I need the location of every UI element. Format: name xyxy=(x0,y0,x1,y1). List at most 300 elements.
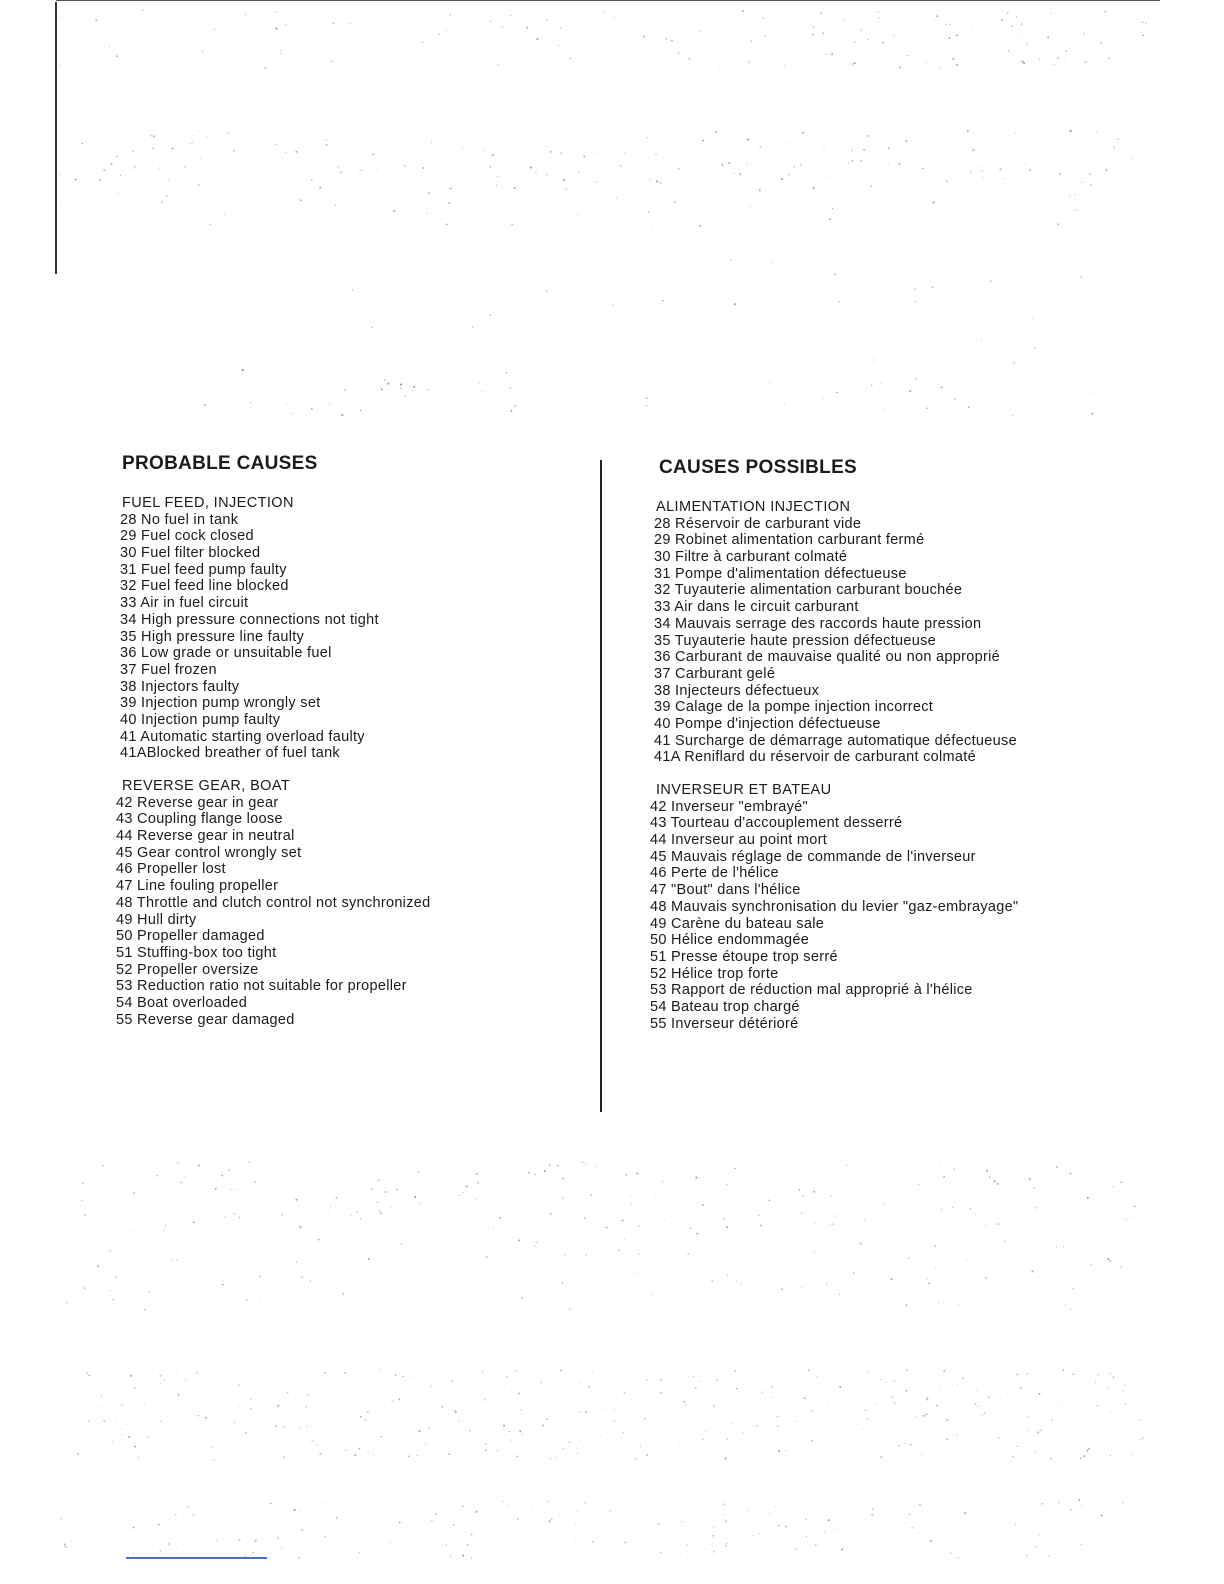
noise-dot xyxy=(476,1173,478,1175)
noise-dot xyxy=(867,135,869,137)
noise-dot xyxy=(213,1459,214,1460)
noise-dot xyxy=(509,387,511,389)
noise-dot xyxy=(1109,1260,1111,1262)
noise-dot xyxy=(905,140,907,142)
noise-dot xyxy=(130,1375,132,1377)
noise-dot xyxy=(892,1397,894,1399)
noise-dot xyxy=(827,1401,828,1402)
noise-dot xyxy=(226,1408,227,1409)
noise-dot xyxy=(1097,132,1098,133)
noise-dot xyxy=(579,1441,580,1442)
noise-dot xyxy=(1112,1186,1114,1188)
noise-dot xyxy=(311,1517,312,1518)
noise-dot xyxy=(758,1215,760,1217)
noise-dot xyxy=(449,14,450,15)
noise-dot xyxy=(1059,1401,1060,1402)
noise-dot xyxy=(1022,61,1024,63)
noise-dot xyxy=(66,1302,67,1303)
noise-dot xyxy=(75,178,77,180)
noise-dot xyxy=(358,1448,360,1450)
noise-dot xyxy=(489,166,491,168)
noise-dot xyxy=(340,172,342,174)
noise-dot xyxy=(699,30,700,31)
noise-dot xyxy=(781,178,783,180)
noise-dot xyxy=(178,1182,179,1183)
noise-dot xyxy=(563,1448,564,1449)
bottom-blue-mark xyxy=(126,1557,267,1559)
noise-dot xyxy=(832,208,833,209)
noise-dot xyxy=(350,1215,351,1216)
noise-dot xyxy=(891,1278,893,1280)
list-item: 44 Reverse gear in neutral xyxy=(116,828,295,845)
list-item: 54 Bateau trop chargé xyxy=(650,998,800,1015)
noise-dot xyxy=(116,55,118,57)
noise-dot xyxy=(299,1226,301,1228)
noise-dot xyxy=(226,349,227,350)
noise-dot xyxy=(1108,57,1110,59)
noise-dot xyxy=(221,1175,223,1177)
noise-dot xyxy=(1041,1503,1043,1505)
noise-dot xyxy=(1072,1373,1074,1375)
noise-dot xyxy=(1106,169,1108,171)
noise-dot xyxy=(671,39,673,41)
noise-dot xyxy=(471,1534,473,1536)
noise-dot xyxy=(658,1407,659,1408)
noise-dot xyxy=(1000,1399,1001,1400)
noise-dot xyxy=(510,15,511,16)
noise-dot xyxy=(549,1520,551,1522)
noise-dot xyxy=(711,1280,713,1282)
french-inverseur-list xyxy=(650,799,1150,1033)
noise-dot xyxy=(166,195,168,197)
noise-dot xyxy=(450,187,452,189)
noise-dot xyxy=(178,1170,179,1171)
noise-dot xyxy=(662,300,664,302)
noise-dot xyxy=(255,1540,257,1542)
noise-dot xyxy=(476,1198,477,1199)
noise-dot xyxy=(678,52,680,54)
noise-dot xyxy=(849,63,850,64)
list-item: 43 Tourteau d'accouplement desserré xyxy=(650,815,903,832)
noise-dot xyxy=(585,1163,586,1164)
noise-dot xyxy=(381,388,383,390)
noise-dot xyxy=(851,160,853,162)
noise-dot xyxy=(878,17,879,18)
list-item: 33 Air in fuel circuit xyxy=(120,595,249,612)
noise-dot xyxy=(441,1406,443,1408)
noise-dot xyxy=(880,1379,881,1380)
noise-dot xyxy=(168,1543,170,1545)
noise-dot xyxy=(834,1529,835,1530)
list-item: 48 Throttle and clutch control not synchronized xyxy=(116,894,431,911)
noise-dot xyxy=(514,187,516,189)
noise-dot xyxy=(422,167,424,169)
noise-dot xyxy=(335,1197,337,1199)
noise-dot xyxy=(1100,42,1102,44)
noise-dot xyxy=(1110,1373,1111,1374)
noise-dot xyxy=(1012,415,1013,416)
noise-dot xyxy=(103,169,105,171)
list-item: 29 Robinet alimentation carburant fermé xyxy=(654,532,925,549)
noise-dot xyxy=(1074,1370,1075,1371)
noise-dot xyxy=(934,1245,936,1247)
noise-dot xyxy=(646,268,647,269)
noise-dot xyxy=(253,1552,255,1554)
noise-dot xyxy=(569,58,571,60)
noise-dot xyxy=(318,1239,320,1241)
french-injection-list xyxy=(650,516,1150,766)
noise-dot xyxy=(188,1507,190,1509)
noise-dot xyxy=(250,402,252,404)
noise-dot xyxy=(964,1512,966,1514)
noise-dot xyxy=(705,1431,706,1432)
noise-dot xyxy=(905,1390,907,1392)
noise-dot xyxy=(693,186,694,187)
noise-dot xyxy=(381,1436,383,1438)
noise-dot xyxy=(82,143,83,144)
noise-dot xyxy=(935,20,936,21)
noise-dot xyxy=(939,1385,940,1386)
noise-dot xyxy=(367,1452,368,1453)
noise-dot xyxy=(575,1538,576,1539)
noise-dot xyxy=(175,1514,177,1516)
noise-dot xyxy=(630,1196,631,1197)
noise-dot xyxy=(391,1400,393,1402)
noise-dot xyxy=(245,1432,247,1434)
noise-dot xyxy=(830,1224,831,1225)
noise-dot xyxy=(734,1370,736,1372)
list-item: 52 Propeller oversize xyxy=(116,961,259,978)
noise-dot xyxy=(703,1439,704,1440)
noise-dot xyxy=(400,388,401,389)
noise-dot xyxy=(419,1202,421,1204)
noise-dot xyxy=(614,17,615,18)
noise-dot xyxy=(579,1383,580,1384)
noise-dot xyxy=(844,19,845,20)
noise-dot xyxy=(1051,1419,1053,1421)
noise-dot xyxy=(1107,1258,1109,1260)
noise-dot xyxy=(1008,50,1010,52)
noise-dot xyxy=(914,288,916,290)
noise-dot xyxy=(635,1458,637,1460)
noise-dot xyxy=(834,273,836,275)
noise-dot xyxy=(216,1540,217,1541)
noise-dot xyxy=(500,167,501,168)
noise-dot xyxy=(939,1165,940,1166)
noise-dot xyxy=(320,308,321,309)
noise-dot xyxy=(361,292,362,293)
noise-dot xyxy=(250,1408,252,1410)
noise-dot xyxy=(275,28,277,30)
noise-dot xyxy=(438,406,439,407)
noise-dot xyxy=(435,1513,437,1515)
noise-dot xyxy=(826,1284,827,1285)
noise-dot xyxy=(957,1434,958,1435)
noise-dot xyxy=(550,1518,552,1520)
list-item: 39 Injection pump wrongly set xyxy=(120,695,321,712)
noise-dot xyxy=(277,1405,279,1407)
noise-dot xyxy=(614,1420,615,1421)
noise-dot xyxy=(585,1411,587,1413)
noise-dot xyxy=(719,66,720,67)
noise-dot xyxy=(159,1375,161,1377)
noise-dot xyxy=(950,24,951,25)
noise-dot xyxy=(1092,51,1093,52)
noise-dot xyxy=(148,1436,150,1438)
noise-dot xyxy=(702,1204,704,1206)
noise-dot xyxy=(64,1543,66,1545)
noise-dot xyxy=(239,1217,241,1219)
noise-dot xyxy=(270,1370,271,1371)
noise-dot xyxy=(475,1511,477,1513)
noise-dot xyxy=(133,1553,134,1554)
noise-dot xyxy=(536,176,537,177)
noise-dot xyxy=(504,1385,505,1386)
noise-dot xyxy=(359,1552,360,1553)
noise-dot xyxy=(359,1218,361,1220)
noise-dot xyxy=(1056,1166,1058,1168)
noise-dot xyxy=(580,1411,582,1413)
noise-dot xyxy=(447,1221,448,1222)
noise-dot xyxy=(264,67,266,69)
noise-dot xyxy=(413,386,415,388)
noise-dot xyxy=(296,1261,298,1263)
noise-dot xyxy=(201,50,203,52)
noise-dot xyxy=(485,1449,487,1451)
noise-dot xyxy=(854,62,856,64)
noise-dot xyxy=(867,1372,868,1373)
list-item: 55 Inverseur détérioré xyxy=(650,1015,799,1032)
noise-dot xyxy=(1065,1304,1066,1305)
noise-dot xyxy=(575,1524,576,1525)
noise-dot xyxy=(583,156,585,158)
noise-dot xyxy=(283,1426,285,1428)
noise-dot xyxy=(508,1431,509,1432)
list-item: 53 Reduction ratio not suitable for propeller xyxy=(116,978,407,995)
noise-dot xyxy=(665,1220,666,1221)
noise-dot xyxy=(462,1555,464,1557)
noise-dot xyxy=(585,189,586,190)
list-item: 41 Automatic starting overload faulty xyxy=(120,728,365,745)
noise-dot xyxy=(975,1403,976,1404)
noise-dot xyxy=(1142,1437,1144,1439)
noise-dot xyxy=(333,23,335,25)
noise-dot xyxy=(978,167,979,168)
noise-dot xyxy=(557,1164,559,1166)
noise-dot xyxy=(727,1274,729,1276)
noise-dot xyxy=(756,1425,758,1427)
noise-dot xyxy=(168,180,169,181)
noise-dot xyxy=(943,1370,945,1372)
noise-dot xyxy=(839,1386,841,1388)
noise-dot xyxy=(833,1223,835,1225)
noise-dot xyxy=(1133,1216,1134,1217)
noise-dot xyxy=(453,1524,455,1526)
noise-dot xyxy=(699,225,701,227)
noise-dot xyxy=(536,38,538,40)
noise-dot xyxy=(493,1226,494,1227)
list-item: 45 Gear control wrongly set xyxy=(116,844,302,861)
noise-dot xyxy=(204,404,206,406)
noise-dot xyxy=(831,1195,832,1196)
noise-dot xyxy=(711,1544,712,1545)
noise-dot xyxy=(360,1416,362,1418)
noise-dot xyxy=(716,1379,718,1381)
noise-dot xyxy=(893,35,894,36)
noise-dot xyxy=(408,1455,410,1457)
noise-dot xyxy=(492,35,493,36)
noise-dot xyxy=(759,146,761,148)
noise-dot xyxy=(285,23,287,25)
list-item: 34 Mauvais serrage des raccords haute pression xyxy=(654,615,982,632)
noise-dot xyxy=(84,1214,86,1216)
noise-dot xyxy=(454,1410,455,1411)
noise-dot xyxy=(805,1519,807,1521)
noise-dot xyxy=(518,1239,520,1241)
noise-dot xyxy=(462,1506,464,1508)
noise-dot xyxy=(331,61,333,63)
noise-dot xyxy=(101,1395,102,1396)
list-item: 54 Boat overloaded xyxy=(116,994,248,1011)
noise-dot xyxy=(360,410,362,412)
noise-dot xyxy=(323,397,324,398)
noise-dot xyxy=(254,1181,255,1182)
noise-dot xyxy=(344,389,346,391)
noise-dot xyxy=(817,1376,819,1378)
list-item: 50 Propeller damaged xyxy=(116,928,265,945)
noise-dot xyxy=(957,1384,958,1385)
noise-dot xyxy=(918,1184,920,1186)
noise-dot xyxy=(147,16,148,17)
noise-dot xyxy=(187,1425,188,1426)
noise-dot xyxy=(546,19,548,21)
noise-dot xyxy=(603,1408,604,1409)
noise-dot xyxy=(1076,209,1077,210)
noise-dot xyxy=(319,1453,321,1455)
noise-dot xyxy=(713,1405,715,1407)
noise-dot xyxy=(754,65,755,66)
list-item: 32 Tuyauterie alimentation carburant bouchée xyxy=(654,582,963,599)
noise-dot xyxy=(1065,50,1067,52)
noise-dot xyxy=(281,1244,282,1245)
noise-dot xyxy=(1057,223,1059,225)
noise-dot xyxy=(769,1513,770,1514)
noise-dot xyxy=(861,404,862,405)
noise-dot xyxy=(1069,195,1070,196)
noise-dot xyxy=(428,1428,430,1430)
french-section-title-inverseur: INVERSEUR ET BATEAU xyxy=(656,782,832,798)
noise-dot xyxy=(1097,1374,1099,1376)
noise-dot xyxy=(1050,13,1051,14)
noise-dot xyxy=(948,37,950,39)
noise-dot xyxy=(713,1527,714,1528)
noise-dot xyxy=(459,1195,460,1196)
list-item: 33 Air dans le circuit carburant xyxy=(654,599,859,616)
noise-dot xyxy=(214,29,215,30)
noise-dot xyxy=(404,396,406,398)
noise-dot xyxy=(1092,1217,1093,1218)
list-item: 41 Surcharge de démarrage automatique défectueuse xyxy=(654,732,1017,749)
noise-dot xyxy=(165,1225,167,1227)
noise-dot xyxy=(639,1446,641,1448)
noise-dot xyxy=(784,404,785,405)
noise-dot xyxy=(678,168,680,170)
noise-dot xyxy=(982,1222,983,1223)
noise-dot xyxy=(446,30,447,31)
noise-dot xyxy=(614,1409,615,1410)
noise-dot xyxy=(414,1196,416,1198)
english-section-title-reverse: REVERSE GEAR, BOAT xyxy=(122,778,291,794)
noise-dot xyxy=(643,36,645,38)
noise-dot xyxy=(1026,1428,1027,1429)
noise-dot xyxy=(1110,1412,1111,1413)
noise-dot xyxy=(1131,158,1132,159)
noise-dot xyxy=(192,1514,194,1516)
noise-dot xyxy=(132,1231,133,1232)
noise-dot xyxy=(396,1189,398,1191)
noise-dot xyxy=(811,1410,813,1412)
noise-dot xyxy=(238,1384,240,1386)
noise-dot xyxy=(326,144,328,146)
noise-dot xyxy=(496,184,498,186)
noise-dot xyxy=(210,224,211,225)
noise-dot xyxy=(860,1243,862,1245)
noise-dot xyxy=(197,1415,199,1417)
noise-dot xyxy=(780,136,781,137)
noise-dot xyxy=(266,1421,267,1422)
noise-dot xyxy=(1007,12,1009,14)
noise-dot xyxy=(683,1401,685,1403)
noise-dot xyxy=(825,53,827,55)
noise-dot xyxy=(1087,1185,1088,1186)
noise-dot xyxy=(324,1536,325,1537)
noise-dot xyxy=(1117,1166,1118,1167)
noise-dot xyxy=(311,1440,313,1442)
noise-dot xyxy=(738,169,739,170)
english-fuel-list xyxy=(113,512,583,762)
noise-dot xyxy=(162,1413,163,1414)
noise-dot xyxy=(1026,1555,1027,1556)
noise-dot xyxy=(670,40,671,41)
noise-dot xyxy=(446,1544,447,1545)
noise-dot xyxy=(604,1209,605,1210)
noise-dot xyxy=(772,1397,773,1398)
noise-dot xyxy=(777,1373,778,1374)
noise-dot xyxy=(133,1192,135,1194)
noise-dot xyxy=(495,1438,496,1439)
noise-dot xyxy=(422,189,423,190)
noise-dot xyxy=(1083,1455,1085,1457)
noise-dot xyxy=(839,1294,840,1295)
noise-dot xyxy=(106,23,107,24)
noise-dot xyxy=(353,1455,354,1456)
noise-dot xyxy=(801,1212,802,1213)
noise-dot xyxy=(224,214,225,215)
noise-dot xyxy=(109,46,110,47)
noise-dot xyxy=(249,1161,250,1162)
noise-dot xyxy=(898,163,900,165)
noise-dot xyxy=(439,34,441,36)
noise-dot xyxy=(1056,1247,1057,1248)
noise-dot xyxy=(715,131,717,133)
noise-dot xyxy=(506,1376,507,1377)
noise-dot xyxy=(518,1393,520,1395)
list-item: 49 Carène du bateau sale xyxy=(650,915,825,932)
noise-dot xyxy=(905,1448,906,1449)
list-item: 41A Reniflard du réservoir de carburant colmaté xyxy=(654,749,976,766)
noise-dot xyxy=(588,1386,589,1387)
noise-dot xyxy=(231,1189,233,1191)
